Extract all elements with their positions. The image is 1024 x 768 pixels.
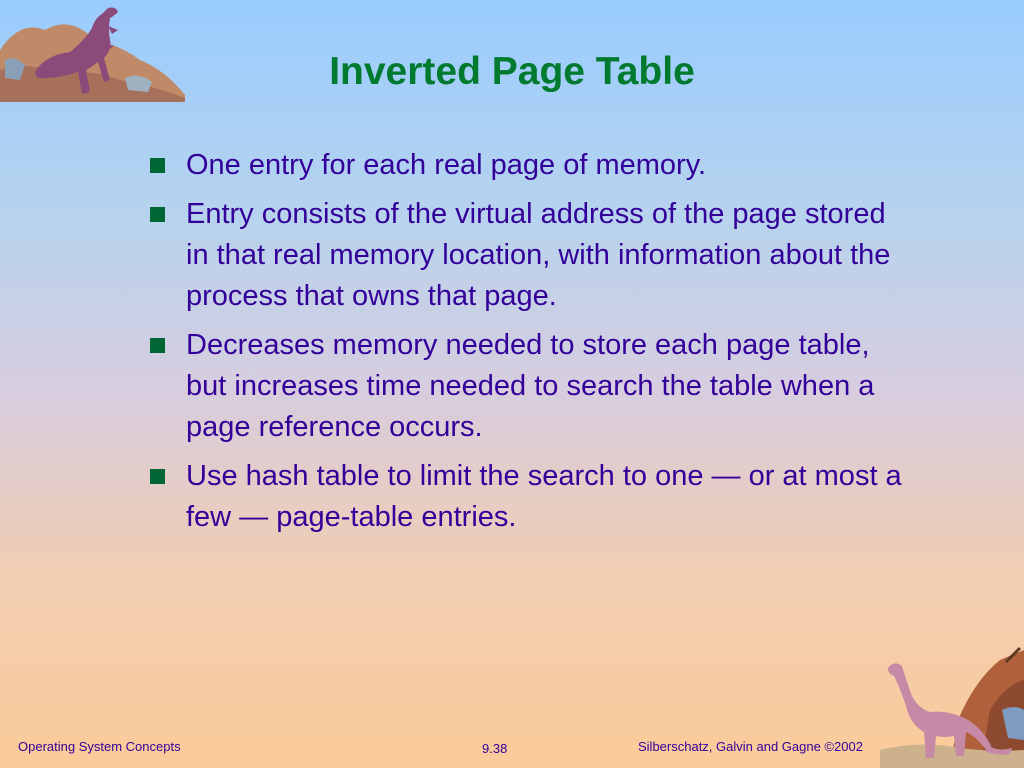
footer-slide-number: 9.38 bbox=[482, 741, 508, 756]
bullet-text: Use hash table to limit the search to one — or at most a few — page-table entries. bbox=[186, 460, 902, 533]
square-bullet-icon bbox=[150, 207, 165, 222]
footer-course-title: Operating System Concepts bbox=[18, 739, 181, 754]
bullet-item bbox=[148, 325, 908, 448]
bullet-text: Entry consists of the virtual address of the page stored in that real memory location, with information about the process that owns that page. bbox=[186, 198, 891, 312]
footer-copyright: Silberschatz, Galvin and Gagne ©2002 bbox=[638, 739, 863, 754]
bullet-list bbox=[148, 145, 908, 546]
brontosaurus-on-rock-icon bbox=[880, 640, 1024, 768]
slide-title: Inverted Page Table bbox=[329, 50, 695, 94]
bullet-item bbox=[148, 194, 908, 317]
bullet-item bbox=[148, 145, 908, 186]
square-bullet-icon bbox=[150, 158, 165, 173]
square-bullet-icon bbox=[150, 338, 165, 353]
bullet-text: One entry for each real page of memory. bbox=[186, 149, 707, 181]
bullet-item bbox=[148, 456, 908, 538]
square-bullet-icon bbox=[150, 469, 165, 484]
bullet-text: Decreases memory needed to store each page table, but increases time needed to search the table when a page reference occurs. bbox=[186, 329, 875, 443]
